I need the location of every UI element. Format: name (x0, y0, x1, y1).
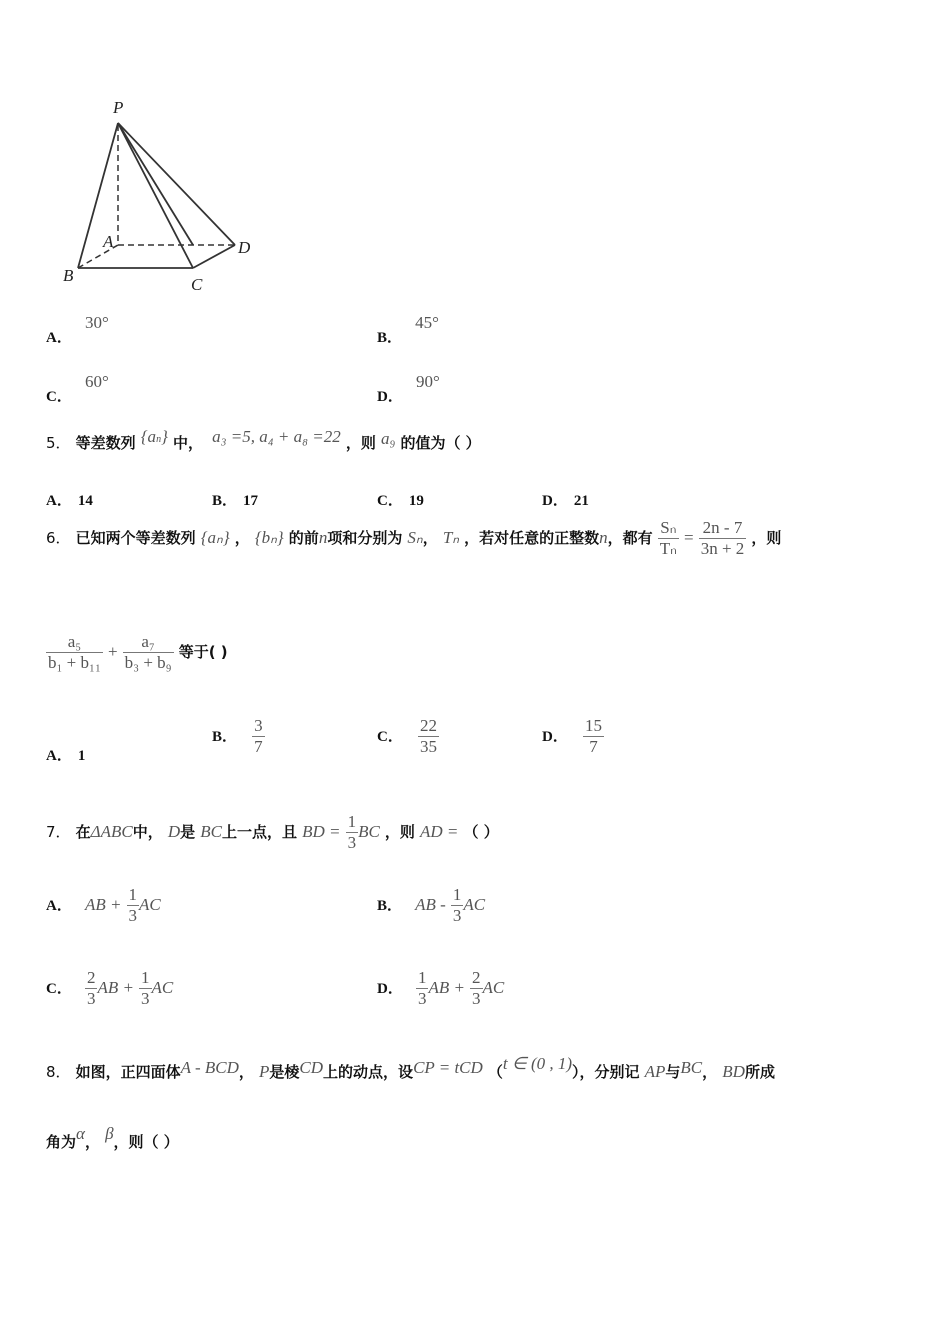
q7-option-b[interactable]: B． AB - $\frac{1}{3}$ AC (377, 885, 486, 925)
question-number: 5． (46, 434, 71, 452)
question-6: 6． 已知两个等差数列 {aₙ} ， {bₙ} 的前n项和分别为 Sₙ， Tₙ ，若对任意的正整数n，都有 $\frac{\text{Sₙ}}{\text{Tₙ}}$ = $\frac{2n - 7}{3n + 2}$ ，则 (46, 518, 782, 558)
label-A: A (103, 232, 114, 251)
sequence-b: {bₙ} (254, 528, 284, 547)
q4-option-a[interactable] (46, 312, 109, 346)
label-B: B (63, 266, 74, 285)
ratio-fraction: $\frac{\text{Sₙ}}{\text{Tₙ}}$ (659, 518, 677, 558)
option-letter: A． (46, 330, 72, 346)
expr-fraction-1: $\frac{\text{a₅}}{\text{b₁ + b₁₁}}$ (48, 632, 101, 672)
option-value: 30° (84, 313, 109, 332)
question-number: 8． (46, 1063, 71, 1081)
sequence-a: {aₙ} (200, 528, 230, 547)
q5-option-b[interactable]: B． 17 (212, 493, 259, 509)
q4-option-d[interactable] (377, 371, 440, 405)
target-term: a₉ (380, 429, 396, 448)
q4-option-c[interactable] (46, 371, 109, 405)
q7-option-d[interactable]: D． $\frac{1}{3}$ AB + $\frac{2}{3}$ AC (377, 968, 505, 1008)
q6-option-d[interactable]: D． $\frac{15}{7}$ (542, 716, 602, 756)
question-8-line-2: 角为α， β，则（ ） (46, 1124, 179, 1151)
question-number: 7． (46, 823, 71, 841)
sequence-a: {an} (140, 427, 168, 446)
option-letter: D． (377, 389, 403, 405)
q5-option-a[interactable]: A． 14 (46, 493, 93, 509)
q6-option-b[interactable]: B． $\frac{3}{7}$ (212, 716, 263, 756)
q5-option-d[interactable]: D． 21 (542, 493, 589, 509)
option-letter: B． (377, 330, 403, 346)
q5-option-c[interactable]: C． 19 (377, 493, 424, 509)
expr-fraction-2: $\frac{\text{a₇}}{\text{b₃ + b₉}}$ (124, 632, 172, 672)
question-7: 7． 在ΔABC中， D是 BC上一点，且 BD = $\frac{1}{3}$ BC ，则 AD = （ ） (46, 812, 499, 852)
rhs-fraction: $\frac{2n - 7}{3n + 2}$ (700, 518, 745, 558)
option-value: 60° (84, 372, 109, 391)
question-8: 8． 如图，正四面体A - BCD， P是棱CD上的动点，设CP = tCD （t ∈ (0 , 1)），分别记 AP与BC， BD所成 (46, 1054, 775, 1081)
sum-S: Sₙ (407, 528, 423, 547)
question-number: 6． (46, 529, 71, 547)
q4-option-b[interactable] (377, 312, 439, 346)
option-value: 45° (415, 313, 439, 332)
option-value: 90° (415, 372, 440, 391)
condition: a₃ =5, a₄ + a₈ =22 (212, 427, 341, 446)
q6-option-a[interactable]: A． 1 (46, 748, 86, 764)
label-P: P (113, 98, 124, 117)
q7-option-a[interactable]: A． AB + $\frac{1}{3}$ AC (46, 885, 161, 925)
question-5: 5． 等差数列 {an} 中， a₃ =5, a₄ + a₈ =22 ，则 a₉ 的值为（ ） (46, 427, 481, 452)
pyramid-figure (55, 95, 275, 300)
sum-T: Tₙ (442, 528, 460, 547)
question-6-expression: $\frac{\text{a₅}}{\text{b₁ + b₁₁}}$ + $\frac{\text{a₇}}{\text{b₃ + b₉}}$ 等于( ) (48, 632, 228, 672)
label-C: C (191, 275, 203, 294)
option-letter: C． (46, 389, 72, 405)
q6-option-c[interactable]: C． $\frac{22}{35}$ (377, 716, 437, 756)
label-D: D (238, 238, 251, 257)
q7-option-c[interactable]: C． $\frac{2}{3}$ AB + $\frac{1}{3}$ AC (46, 968, 174, 1008)
